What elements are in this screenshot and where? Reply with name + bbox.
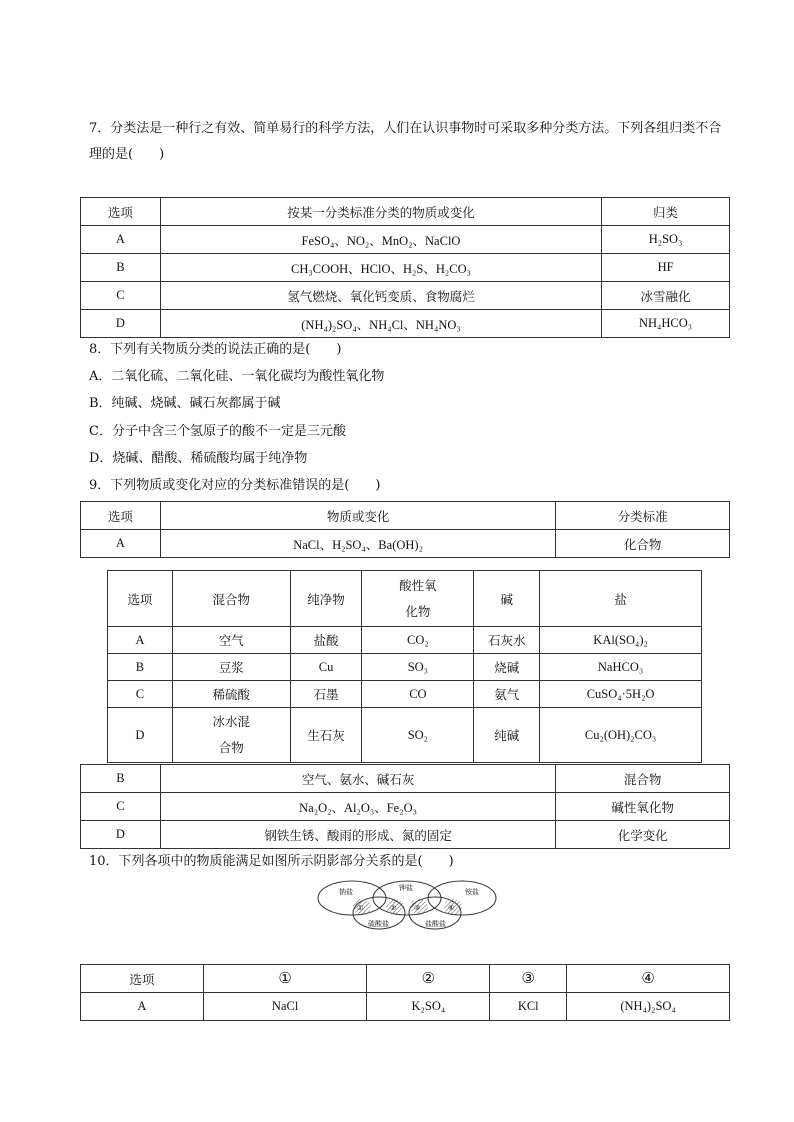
table-row	[81, 282, 730, 310]
mixture-cell: 豆浆	[172, 654, 290, 681]
cell-2: K₂SO₄	[367, 993, 490, 1021]
header-cell: ①	[203, 965, 367, 993]
option-cell: C	[81, 793, 161, 821]
header-cell: 选项	[81, 965, 204, 993]
header-cell: 选项	[81, 198, 161, 226]
header-cell: ④	[567, 965, 730, 993]
items-cell: FeSO₄、NO₂、MnO₂、NaClO	[160, 226, 601, 254]
venn-sodium-ellipse	[318, 881, 386, 915]
q8-option-d: D．烧碱、醋酸、稀硫酸均属于纯净物	[89, 451, 308, 466]
pure-cell: 盐酸	[290, 627, 362, 654]
table-row	[108, 708, 702, 763]
header-cell: 盐	[540, 571, 702, 627]
option-cell: C	[81, 282, 161, 310]
table-row	[108, 627, 702, 654]
table-row	[81, 765, 730, 793]
category-cell: NH₄HCO₃	[602, 310, 730, 338]
pure-cell: 石墨	[290, 681, 362, 708]
items-cell: 空气、氨水、碱石灰	[160, 765, 555, 793]
header-cell: 物质或变化	[160, 502, 555, 530]
items-cell: 氢气燃烧、氧化钙变质、食物腐烂	[160, 282, 601, 310]
q8-stem: 8．下列有关物质分类的说法正确的是( )	[89, 342, 342, 357]
q7-stem: 7．分类法是一种行之有效、简单易行的科学方法，人们在认识事物时可采取多种分类方法。下列各组归类不合理的是( )	[89, 121, 722, 162]
acidic-oxide-cell: CO	[362, 681, 474, 708]
option-cell: D	[81, 310, 161, 338]
standard-cell: 化学变化	[556, 821, 730, 849]
q9-table-bottom	[80, 764, 730, 849]
option-cell: D	[81, 821, 161, 849]
table-row	[81, 793, 730, 821]
q8-option-a: A．二氧化硫、二氧化硅、一氧化碳均为酸性氧化物	[89, 369, 385, 384]
category-cell: 冰雪融化	[602, 282, 730, 310]
table-header-row	[108, 571, 702, 627]
items-cell: (NH₄)₂SO₄、NH₄Cl、NH₄NO₃	[160, 310, 601, 338]
venn-ammonium-ellipse	[428, 881, 496, 915]
mixture-cell: 稀硫酸	[172, 681, 290, 708]
table-header-row	[81, 198, 730, 226]
venn-marker-2: ②	[390, 904, 397, 912]
option-cell: A	[81, 993, 204, 1021]
header-cell: 混合物	[172, 571, 290, 627]
items-cell: NaCl、H₂SO₄、Ba(OH)₂	[160, 530, 555, 558]
header-cell: 分类标准	[556, 502, 730, 530]
base-cell: 纯碱	[474, 708, 540, 763]
items-cell: 钢铁生锈、酸雨的形成、氮的固定	[160, 821, 555, 849]
option-cell: D	[108, 708, 173, 763]
base-cell: 石灰水	[474, 627, 540, 654]
option-cell: C	[108, 681, 173, 708]
venn-label-sulfate: 硫酸盐	[368, 920, 389, 928]
q8-option-c: C．分子中含三个氢原子的酸不一定是三元酸	[89, 424, 346, 439]
table-row	[81, 821, 730, 849]
option-cell: B	[81, 254, 161, 282]
option-cell: A	[108, 627, 173, 654]
table-header-row	[81, 965, 730, 993]
venn-label-chloride: 盐酸盐	[425, 920, 446, 928]
acidic-oxide-cell: SO₃	[362, 654, 474, 681]
header-cell: ③	[490, 965, 567, 993]
table-row	[81, 993, 730, 1021]
header-cell: 酸性氧 化物	[362, 571, 474, 627]
venn-label-potassium: 钾盐	[399, 884, 413, 892]
standard-cell: 混合物	[556, 765, 730, 793]
table-header-row	[81, 502, 730, 530]
cell-1: NaCl	[203, 993, 367, 1021]
header-cell: 归类	[602, 198, 730, 226]
option-cell: B	[81, 765, 161, 793]
mixture-cell: 空气	[172, 627, 290, 654]
items-cell: Na₂O₂、Al₂O₃、Fe₂O₃	[160, 793, 555, 821]
option-cell: A	[81, 530, 161, 558]
q10-stem: 10．下列各项中的物质能满足如图所示阴影部分关系的是( )	[89, 854, 454, 869]
salt-cell: KAl(SO₄)₂	[540, 627, 702, 654]
option-cell: B	[108, 654, 173, 681]
cell-4: (NH₄)₂SO₄	[567, 993, 730, 1021]
header-cell: 碱	[474, 571, 540, 627]
category-cell: HF	[602, 254, 730, 282]
base-cell: 烧碱	[474, 654, 540, 681]
q9-inner-table	[107, 570, 702, 763]
pure-cell: Cu	[290, 654, 362, 681]
salt-cell: Cu₂(OH)₂CO₃	[540, 708, 702, 763]
salt-cell: NaHCO₃	[540, 654, 702, 681]
venn-marker-3: ③	[414, 904, 421, 912]
q7-table	[80, 197, 730, 338]
pure-cell: 生石灰	[290, 708, 362, 763]
q9-stem: 9．下列物质或变化对应的分类标准错误的是( )	[89, 478, 381, 493]
salt-cell: CuSO₄·5H₂O	[540, 681, 702, 708]
table-row	[108, 654, 702, 681]
category-cell: H₂SO₃	[602, 226, 730, 254]
cell-3: KCl	[490, 993, 567, 1021]
header-cell: 选项	[108, 571, 173, 627]
venn-diagram	[315, 876, 501, 932]
table-row	[81, 310, 730, 338]
items-cell: CH₃COOH、HClO、H₂S、H₂CO₃	[160, 254, 601, 282]
q9-table-top	[80, 501, 730, 558]
venn-marker-4: ④	[448, 904, 455, 912]
table-row	[81, 530, 730, 558]
header-cell: 纯净物	[290, 571, 362, 627]
q10-table	[80, 964, 730, 1021]
venn-label-ammonium: 铵盐	[465, 888, 479, 896]
table-row	[81, 226, 730, 254]
venn-label-sodium: 钠盐	[339, 888, 353, 896]
standard-cell: 碱性氧化物	[556, 793, 730, 821]
acidic-oxide-cell: CO₂	[362, 627, 474, 654]
mixture-cell: 冰水混 合物	[172, 708, 290, 763]
standard-cell: 化合物	[556, 530, 730, 558]
table-row	[108, 681, 702, 708]
base-cell: 氨气	[474, 681, 540, 708]
option-cell: A	[81, 226, 161, 254]
q8-option-b: B．纯碱、烧碱、碱石灰都属于碱	[89, 396, 281, 411]
acidic-oxide-cell: SO₂	[362, 708, 474, 763]
header-cell: 选项	[81, 502, 161, 530]
venn-marker-1: ①	[357, 904, 364, 912]
header-cell: ②	[367, 965, 490, 993]
header-cell: 按某一分类标准分类的物质或变化	[160, 198, 601, 226]
table-row	[81, 254, 730, 282]
